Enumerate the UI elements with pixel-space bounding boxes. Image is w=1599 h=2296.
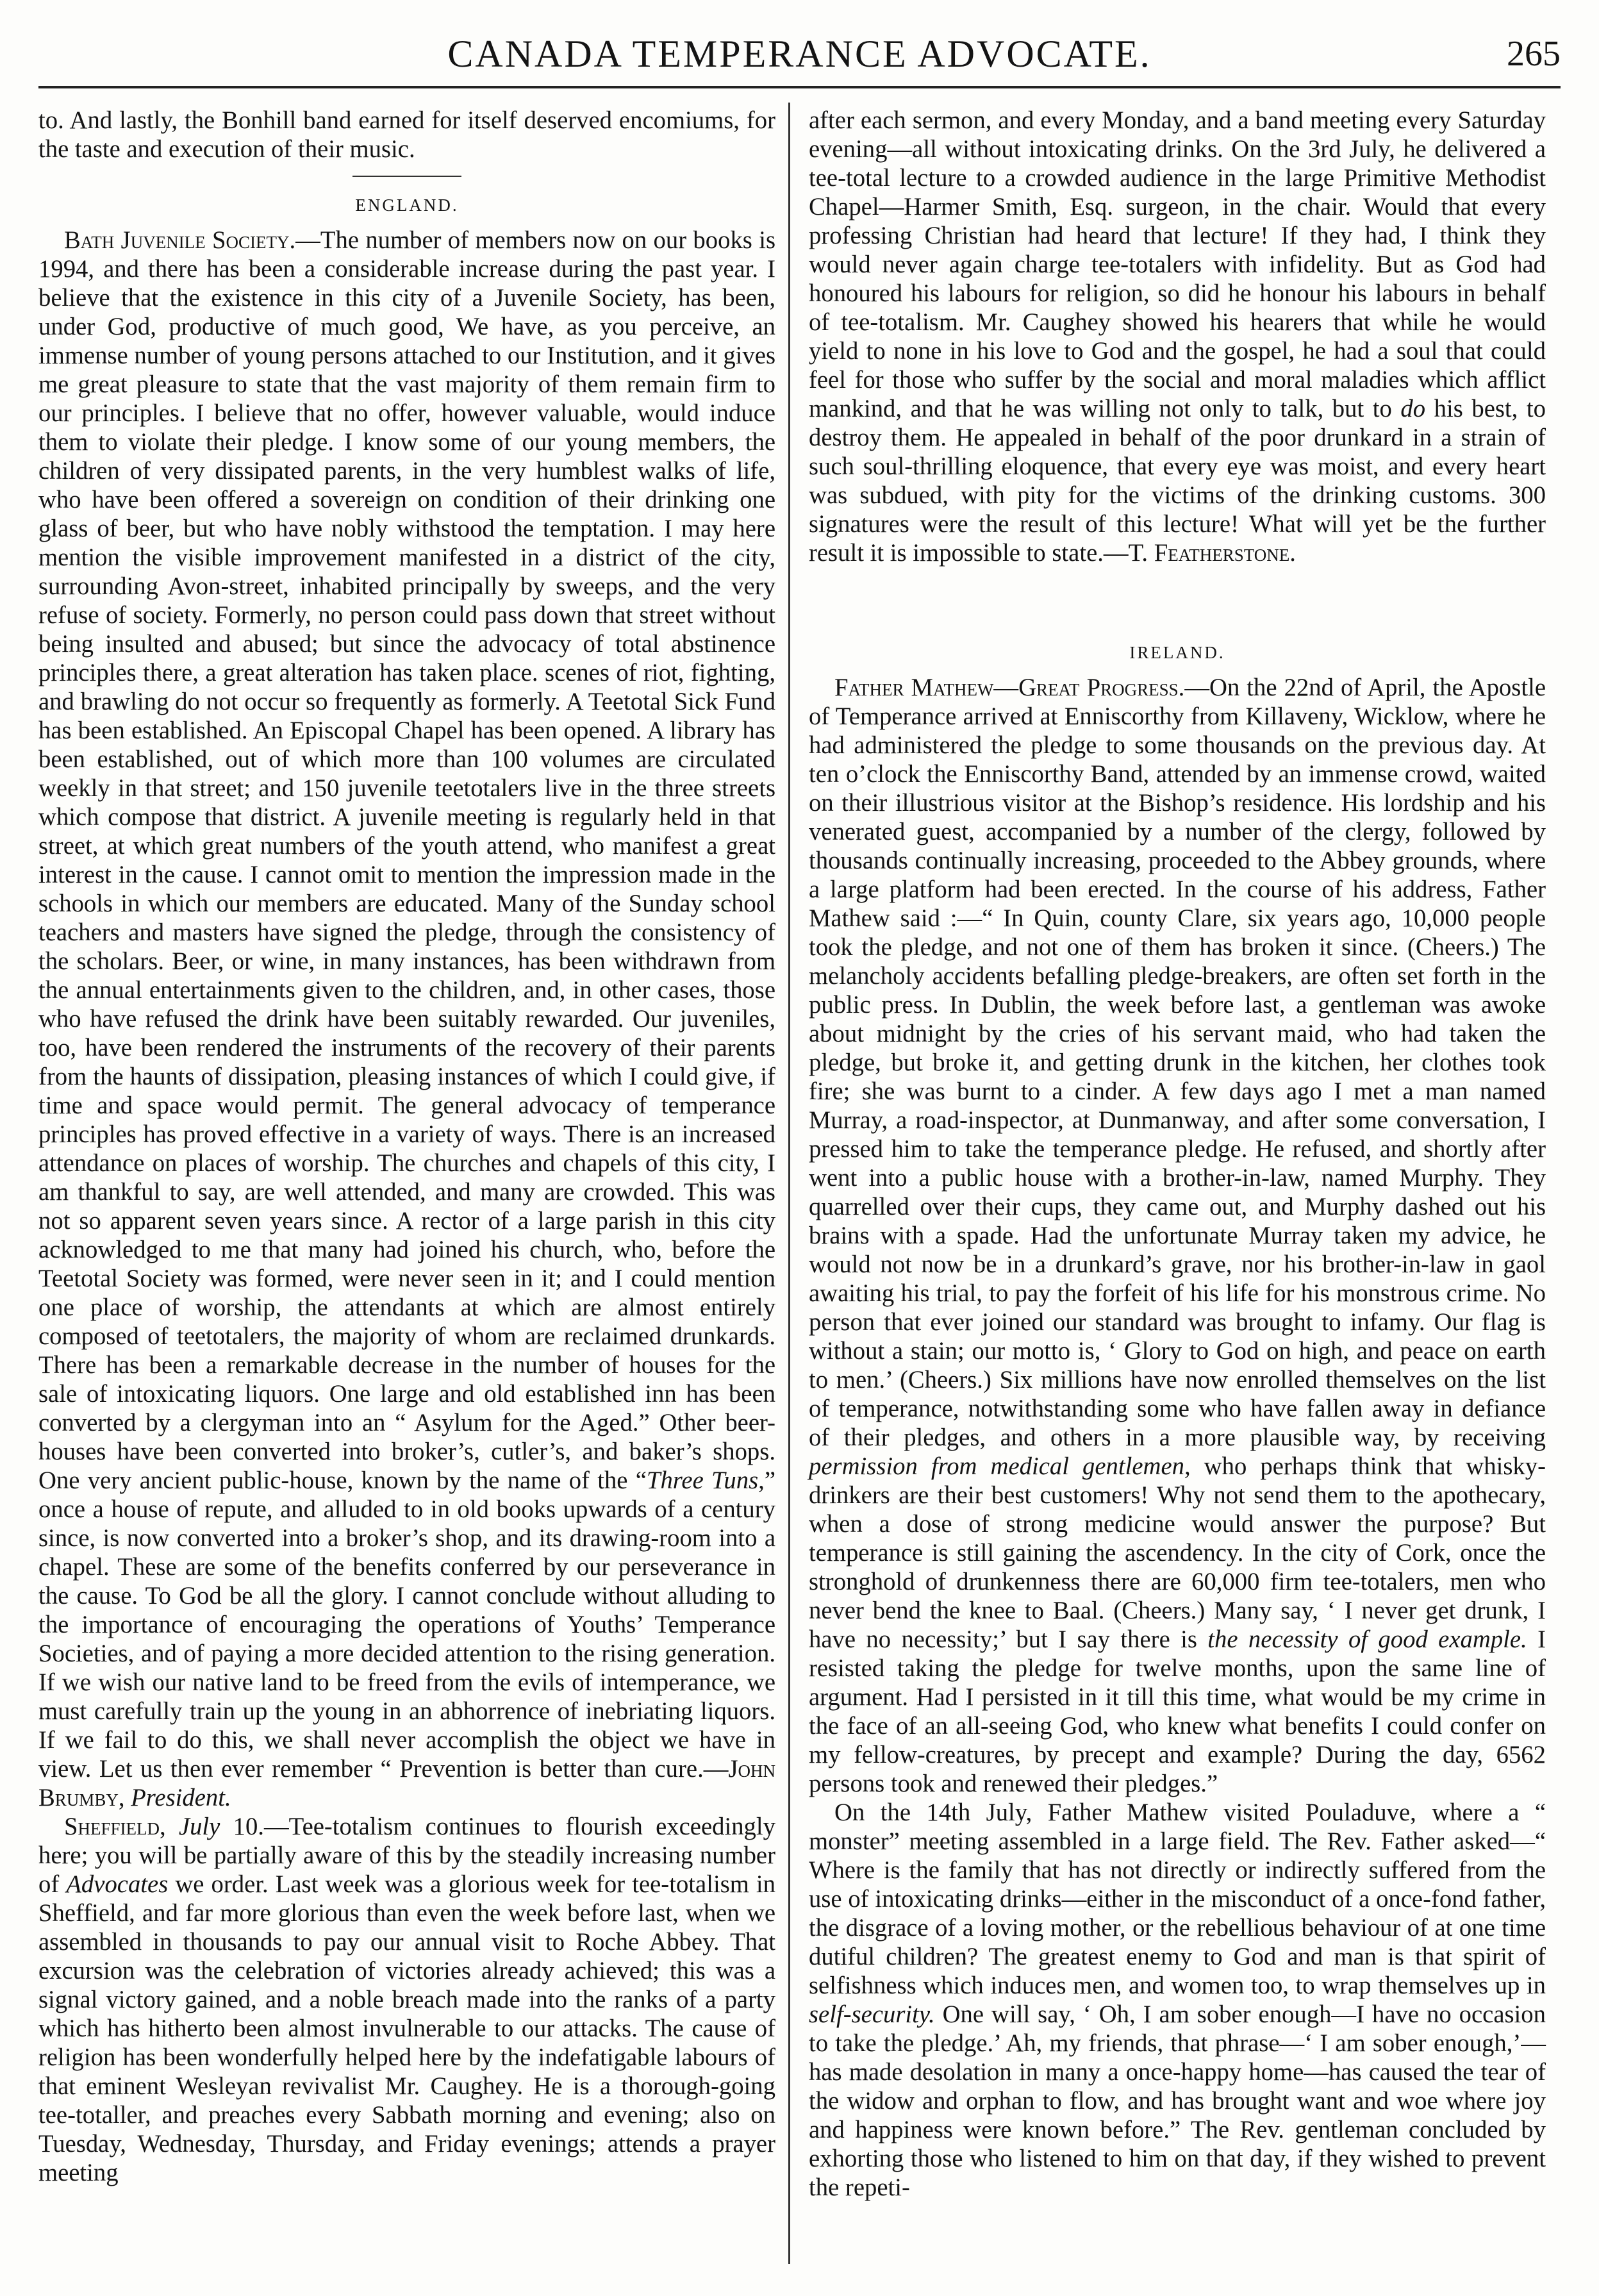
section-heading-ireland: IRELAND. bbox=[1129, 643, 1225, 662]
father-mathew-body-3: I resisted taking the pledge for twelve months, upon the same line of argument. Had I persisted in it till this time, what would be my crime in the face of an all-seeing God, who knew what benefits I could confer on my fellow-creatures, by precept and example? During the day, 6562 persons took and renewed their pledges.” bbox=[809, 1626, 1546, 1797]
left-column bbox=[38, 106, 775, 2188]
bath-article-lead: Bath Juvenile Society. bbox=[64, 227, 296, 254]
page-number: 265 bbox=[1507, 34, 1561, 74]
bath-article-body-2: ” once a house of repute, and alluded to in old books upwards of a century since, is now converted into a broker’s shop, and its drawing-room into a chapel. These are some of the benefits conferred by our perseverance in the cause. To God be all the glory. I cannot conclude without alluding to the importance of encouraging the operations of Youths’ Temperance Societies, and of paying a more decided attention to the rising generation. If we wish our native land to be freed from the evils of intemperance, we must carefully train up the young in an abhorrence of inebriating liquors. If we fail to do this, we shall never accomplish the object we have in view. Let us then ever remember “ Prevention is better than cure.— bbox=[38, 1467, 775, 1783]
bath-article bbox=[38, 226, 775, 1813]
bonhill-paragraph: to. And lastly, the Bonhill band earned for itself deserved encomiums, for the taste and execution of their music. bbox=[38, 107, 775, 163]
bath-article-body: —The number of members now on our books is 1994, and there has been a considerable increase during the past year. I believe that the existence in this city of a Juvenile Society, has been, under God, productive of much good, We have, as you perceive, an immense number of young persons attached to our Institution, and it gives me great pleasure to state that the vast majority of them remain firm to our principles. I believe that no offer, however valuable, would induce them to violate their pledge. I know some of our young members, the children of very dissipated parents, in the very humblest walks of life, who have been offered a sovereign on condition of their drinking one glass of beer, but who have nobly withstood the temptation. I may here mention the visible improvement manifested in a district of the city, surrounding Avon-street, inhabited principally by sweeps, and the very refuse of society. Formerly, no person could pass down that street without being insulted and abused; but since the advocacy of total abstinence principles there, a great alteration has taken place. scenes of riot, fighting, and brawling do not occur so frequently as formerly. A Teetotal Sick Fund has been established. An Episcopal Chapel has been opened. A library has been established, out of which more than 100 volumes are circulated weekly in that street; and 150 juvenile teetotalers live in the three streets which compose that district. A juvenile meeting is regularly held in that street, at which great numbers of the youth attend, who manifest a great interest in the cause. I cannot omit to mention the impression made in the schools in which our members are educated. Many of the Sunday school teachers and masters have signed the pledge, through the consistency of the scholars. Beer, or wine, in many instances, has been withdrawn from the annual entertainments given to the children, and, in other cases, those who have refused the drink have been suitably rewarded. Our juveniles, too, have been rendered the instruments of the recovery of their parents from the haunts of dissipation, pleasing instances of which I could give, if time and space would permit. The general advocacy of temperance principles has proved effective in a variety of ways. There is an increased attendance on places of worship. The churches and chapels of this city, I am thankful to say, are well attended, and many are crowded. This was not so apparent seven years since. A rector of a large parish in this city acknowledged to me that many had joined his church, who, before the Teetotal Society was formed, were never seen in it; and I could mention one place of worship, the attendants at which are almost entirely composed of teetotalers, the majority of whom are reclaimed drunkards. There has been a remarkable decrease in the number of houses for the sale of intoxicating liquors. One large and old established inn has been converted by a clergyman into an “ Asylum for the Aged.” Other beer-houses have been converted into broker’s, cutler’s, and baker’s shops. One very ancient public-house, known by the name of the “ bbox=[38, 227, 776, 1494]
pouladuve-body: On the 14th July, Father Mathew visited Pouladuve, where a “ monster” meeting assembled in a large field. The Rev. Father asked—“ Where is the family that has not directly or indirectly suffered from the use of intoxicating drinks—either in the misconduct of a once-fond father, the disgrace of a loving mother, or the rebellious behaviour of at one time dutiful children? The greatest enemy to God and man is that spirit of selfishness which induces men, and women too, to wrap themselves up in bbox=[809, 1799, 1546, 1999]
running-header bbox=[38, 32, 1561, 88]
sheffield-continuation bbox=[809, 106, 1546, 568]
sheffield-date-num: 10. bbox=[233, 1813, 264, 1840]
bath-signer: John Brumby, bbox=[38, 1756, 775, 1811]
sheffield-article bbox=[38, 1813, 775, 2188]
necessity-phrase: the necessity of good example. bbox=[1207, 1626, 1527, 1653]
sheffield-signer: T. Featherstone. bbox=[1128, 540, 1296, 567]
father-mathew-article bbox=[809, 674, 1546, 1799]
three-tuns-name: Three Tuns, bbox=[646, 1467, 765, 1494]
section-rule bbox=[352, 176, 461, 177]
permission-phrase: permission from medical gentlemen, bbox=[809, 1453, 1191, 1480]
sheffield-cont-body: after each sermon, and every Monday, and a band meeting every Saturday evening—all without intoxicating drinks. On the 3rd July, he delivered a tee-total lecture to a crowded audience in the large Primitive Methodist Chapel—Harmer Smith, Esq. surgeon, in the chair. Would that every professing Christian had heard that lecture! If they had, I think they would never again charge tee-totalers with infidelity. But as God had honoured his labours for religion, so did he honour his labours in behalf of tee-totalism. Mr. Caughey showed his hearers that while he would yield to none in his love to God and the gospel, he had a soul that could feel for those who suffer by the social and moral maladies which afflict mankind, and that he was willing not only to talk, but to bbox=[809, 107, 1546, 422]
sheffield-body: —Tee-totalism continues to flourish exceedingly here; you will be partially aware of this by the steadily increasing number of bbox=[38, 1813, 775, 1898]
pouladuve-article bbox=[809, 1799, 1546, 2202]
section-spacer bbox=[809, 568, 1546, 638]
column-divider bbox=[788, 103, 790, 2264]
section-heading-england: ENGLAND. bbox=[355, 195, 459, 215]
father-mathew-body: —On the 22nd of April, the Apostle of Temperance arrived at Enniscorthy from Killaveny, Wicklow, where he had administered the pledge to some thousands on the previous day. At ten o’clock the Enniscorthy Band, attended by an immense crowd, waited on their illustrious visitor at the Bishop’s residence. His lordship and his venerated guest, accompanied by a number of the clergy, followed by thousands continually increasing, proceeded to the Abbey grounds, where a large platform had been erected. In the course of his address, Father Mathew said :—“ In Quin, county Clare, six years ago, 10,000 people took the pledge, and not one of them has broken it since. (Cheers.) The melancholy accidents befalling pledge-breakers, are often set forth in the public press. In Dublin, the week before last, a gentleman was awoke about midnight by the cries of his servant maid, who had taken the pledge, but broke it, and getting drunk in the kitchen, her clothes took fire; she was burnt to a cinder. A few days ago I met a man named Murray, a road-inspector, at Dunmanway, and after some conversation, I pressed him to take the temperance pledge. He refused, and shortly after went into a public house with a brother-in-law, named Murphy. They quarrelled over their cups, they came out, and Murphy dashed out his brains with a spade. Had the unfortunate Murray taken my advice, he would not now be in a drunkard’s grave, nor his brother-in-law in gaol awaiting his trial, to pay the forfeit of his life for his monstrous crime. No person that ever joined our standard was brought to infamy. Our flag is without a stain; our motto is, ‘ Glory to God on high, and peace on earth to men.’ (Cheers.) Six millions have now enrolled themselves on the list of temperance, notwithstanding some who have fallen away in defiance of their pledges, and others in a more plausible way, by receiving bbox=[809, 674, 1546, 1451]
father-mathew-body-2: who perhaps think that whisky-drinkers are their best customers! Why not send them to the apothecary, when a dose of strong medicine would answer the purpose? But temperance is still gaining the ascendency. In the city of Cork, once the stronghold of drunkenness there are 60,000 firm tee-totalers, men who never bend the knee to Baal. (Cheers.) Many say, ‘ I never get drunk, I have no necessity;’ but I say there is bbox=[809, 1453, 1546, 1653]
bath-signer-title: President. bbox=[131, 1784, 231, 1811]
sheffield-date: July bbox=[178, 1813, 220, 1840]
sheffield-cont-body-2: his best, to destroy them. He appealed in behalf of the poor drunkard in a strain of such soul-thrilling eloquence, that every eye was moist, and every heart was subdued, with pity for the victims of the drinking customs. 300 signatures were the result of this lecture! What will yet be the further result it is impossible to state.— bbox=[809, 395, 1546, 567]
sheffield-body-2: we order. Last week was a glorious week for tee-totalism in Sheffield, and far more glorious than even the week before last, when we assembled in thousands to pay our annual visit to Roche Abbey. That excursion was the celebration of victories already achieved; this was a signal victory gained, and a noble breach made into the ranks of a party which has hitherto been almost invulnerable to our attacks. The cause of religion has been wonderfully helped here by the indefatigable labours of that eminent Wesleyan revivalist Mr. Caughey. He is a thorough-going tee-totaller, and preaches every Sabbath morning and evening; also on Tuesday, Wednesday, Thursday, and Friday evenings; attends a prayer meeting bbox=[38, 1871, 775, 2186]
pouladuve-body-2: One will say, ‘ Oh, I am sober enough—I have no occasion to take the pledge.’ Ah, my friends, that phrase—‘ I am sober enough,’—has made desolation in many a once-happy home—has caused the tear of the widow and orphan to flow, and has brought want and woe where joy and happiness were known before.” The Rev. gentleman concluded by exhorting those who listened to him on that day, if they wished to prevent the repeti- bbox=[809, 2001, 1546, 2201]
right-column bbox=[809, 106, 1546, 2202]
sheffield-lead: Sheffield, bbox=[64, 1813, 166, 1840]
self-security-phrase: self-security. bbox=[809, 2001, 935, 2028]
publication-title: CANADA TEMPERANCE ADVOCATE. bbox=[447, 33, 1152, 75]
emphasis-do: do bbox=[1400, 395, 1426, 422]
advocates-title: Advocates bbox=[66, 1871, 169, 1898]
father-mathew-lead: Father Mathew—Great Progress. bbox=[834, 674, 1185, 701]
